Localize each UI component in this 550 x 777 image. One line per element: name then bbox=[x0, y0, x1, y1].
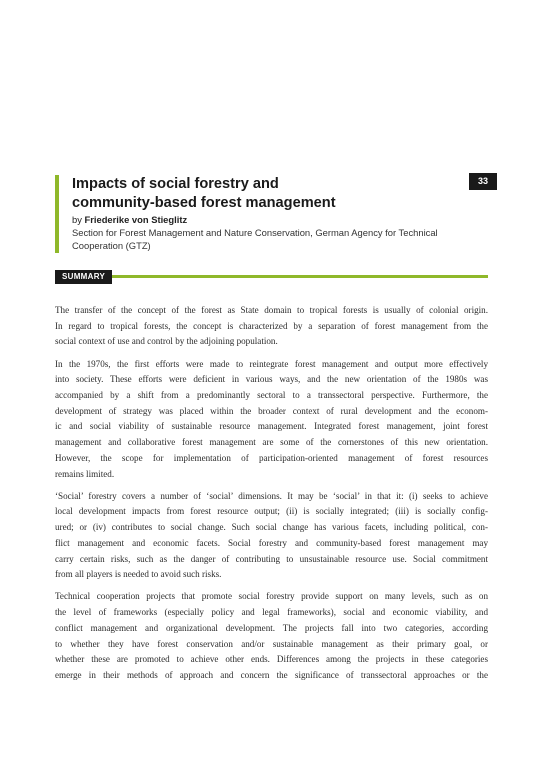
text-line: management and collaborative forest management are some of the cornerstones of this new orientation. bbox=[55, 437, 488, 448]
text-line: the level of frameworks (especially policy and legal frameworks), social and economic viability, and bbox=[55, 607, 488, 618]
article-header bbox=[72, 175, 472, 252]
author-affiliation bbox=[72, 226, 472, 252]
article-title bbox=[72, 175, 472, 212]
article-body bbox=[55, 303, 488, 690]
paragraph bbox=[55, 303, 488, 350]
text-line: ‘Social’ forestry covers a number of ‘social’ dimensions. It may be ‘social’ in that it: (i) seeks to achieve bbox=[55, 490, 488, 501]
paragraph bbox=[55, 489, 488, 583]
section-divider bbox=[55, 275, 488, 278]
affiliation-line: Cooperation (GTZ) bbox=[72, 240, 151, 251]
text-line: ic and social viability of sustainable resource management. Integrated forest management, joint forest bbox=[55, 421, 488, 432]
text-line: remains limited. bbox=[55, 468, 115, 479]
title-line: Impacts of social forestry and bbox=[72, 176, 279, 192]
author-name: Friederike von Stieglitz bbox=[84, 214, 188, 225]
byline-prefix: by bbox=[72, 214, 82, 225]
paragraph bbox=[55, 357, 488, 483]
text-line: flict management and economic facets. Social forestry and community-based forest management may bbox=[55, 537, 488, 548]
text-line: In regard to tropical forests, the concept is characterized by a separation of forest management from the bbox=[55, 320, 488, 331]
text-line: development of strategy was placed within the broader context of rural development and the econom- bbox=[55, 405, 488, 416]
text-line: However, the scope for implementation of participation-oriented management of forest resources bbox=[55, 452, 488, 463]
paragraph bbox=[55, 589, 488, 683]
section-heading: SUMMARY bbox=[55, 270, 112, 284]
text-line: social context of use and control by the adjoining population. bbox=[55, 336, 278, 347]
byline bbox=[72, 213, 472, 226]
affiliation-line: Section for Forest Management and Nature Conservation, German Agency for Technical bbox=[72, 227, 438, 238]
text-line: whether these are promoted to achieve other ends. Differences among the projects in these categories bbox=[55, 654, 488, 665]
text-line: ured; or (iv) contributes to social change. Such social change has various facets, including political, con- bbox=[55, 522, 488, 533]
text-line: In the 1970s, the first efforts were made to reintegrate forest management and output more effectively bbox=[55, 358, 488, 369]
text-line: accompanied by a shift from a predominantly sectoral to a transsectoral perspective. Furthermore, the bbox=[55, 390, 488, 401]
text-line: The transfer of the concept of the forest as State domain to tropical forests is usually of colonial origin. bbox=[55, 305, 488, 315]
text-line: emerge in their methods of approach and concern the significance of transsectoral approaches or the bbox=[55, 669, 488, 680]
text-line: into society. These efforts were deficient in various ways, and the new orientation of the 1980s was bbox=[55, 374, 488, 385]
text-line: conflict management and organizational development. The projects fall into two categories, according bbox=[55, 622, 488, 633]
text-line: to whether they have forest conservation and/or sustainable management as their primary goal, or bbox=[55, 638, 488, 649]
title-line: community-based forest management bbox=[72, 194, 336, 211]
text-line: local development impacts from forest resource output; (ii) is socially integrated; (iii) is socially config- bbox=[55, 506, 488, 517]
text-line: from all players is needed to avoid such risks. bbox=[55, 569, 222, 580]
page-number-badge: 33 bbox=[469, 173, 497, 190]
title-accent-bar bbox=[55, 175, 59, 253]
text-line: Technical cooperation projects that promote social forestry provide support on many levels, such as on bbox=[55, 591, 488, 602]
text-line: carry certain risks, such as the danger of contributing to unsustainable resource use. Social commitment bbox=[55, 553, 488, 564]
